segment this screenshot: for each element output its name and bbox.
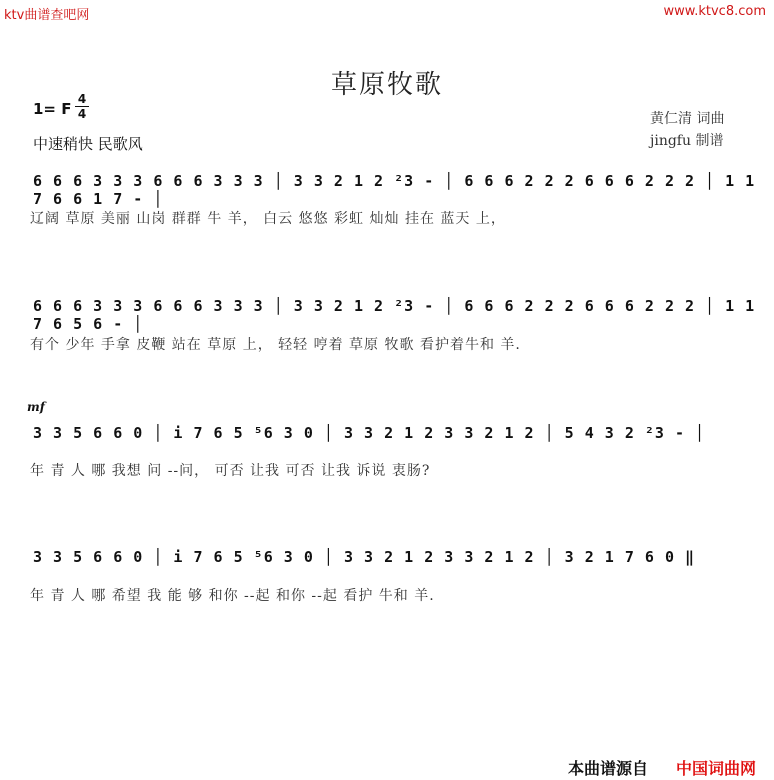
lyrics-line-4: 年 青 人 哪 希望 我 能 够 和你 --起 和你 --起 看护 牛和 羊.: [30, 588, 435, 604]
notation-line-1: 6 6 6 3 3 3 6 6 6 3 3 3 │ 3 3 2 1 2 ²3 - │ 6 6 6 2 2 2 6 6 6 2 2 2 │ 1 1 7 6 6 1 7 - │: [33, 172, 756, 208]
watermark-left: ktv曲谱查吧网: [4, 8, 90, 23]
notation-line-4: 3 3 5 6 6 0 │ i 7 6 5 ⁵6 3 0 │ 3 3 2 1 2 3 3 2 1 2 │ 3 2 1 7 6 0 ‖: [33, 548, 696, 566]
time-signature: [75, 93, 89, 121]
time-signature-top: 4: [77, 92, 87, 106]
lyrics-line-3: 年 青 人 哪 我想 问 --问， 可否 让我 可否 让我 诉说 衷肠?: [30, 463, 431, 479]
footer-brand: 中国词曲网: [676, 759, 757, 778]
credit-lyricist-composer: 黄仁清 词曲: [650, 111, 725, 127]
lyrics-line-1: 辽阔 草原 美丽 山岗 群群 牛 羊， 白云 悠悠 彩虹 灿灿 挂在 蓝天 上，: [30, 211, 506, 227]
time-signature-bottom: 4: [77, 107, 87, 121]
tempo-marking: 中速稍快 民歌风: [33, 135, 143, 153]
page-title: 草原牧歌: [330, 70, 443, 100]
footer-source-label: 本曲谱源自: [568, 759, 649, 778]
credit-arranger: jingfu 制谱: [650, 133, 724, 149]
notation-line-3: 3 3 5 6 6 0 │ i 7 6 5 ⁵6 3 0 │ 3 3 2 1 2 3 3 2 1 2 │ 5 4 3 2 ²3 - │: [33, 424, 706, 442]
dynamic-marking: mf: [27, 400, 45, 414]
watermark-right: www.ktvc8.com: [663, 4, 766, 19]
notation-line-2: 6 6 6 3 3 3 6 6 6 3 3 3 │ 3 3 2 1 2 ²3 - │ 6 6 6 2 2 2 6 6 6 2 2 2 │ 1 1 7 6 5 6 - │: [33, 297, 756, 333]
lyrics-line-2: 有个 少年 手拿 皮鞭 站在 草原 上， 轻轻 哼着 草原 牧歌 看护着牛和 羊.: [30, 337, 521, 353]
key-signature: 1= F: [33, 100, 72, 118]
